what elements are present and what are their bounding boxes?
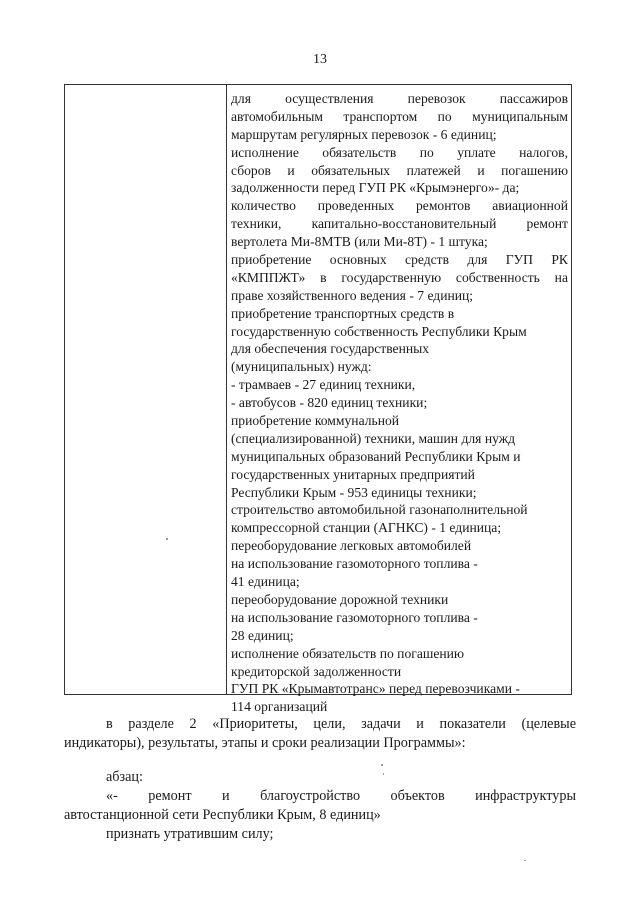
cell-line: маршрутам регулярных перевозок - 6 единиц; — [231, 126, 497, 142]
cell-line: приобретение основных средств для ГУП РК — [231, 252, 568, 268]
program-table — [64, 84, 572, 715]
cell-line: техники, капитально-восстановительный ремонт — [231, 216, 568, 232]
cell-line: на использование газомоторного топлива - — [231, 556, 478, 572]
cell-line: - автобусов - 820 единиц техники; — [231, 395, 428, 411]
cell-line: количество проведенных ремонтов авиационной — [231, 198, 568, 214]
cell-line: исполнение обязательств по погашению — [231, 645, 465, 661]
scan-speck — [166, 538, 168, 540]
cell-line: строительство автомобильной газонаполнительной — [231, 502, 528, 518]
cell-line: 114 организаций — [231, 699, 328, 715]
section-2-paragraph — [64, 715, 576, 753]
cell-line: автомобильным транспортом по муниципальным — [231, 108, 568, 124]
cell-line: 28 единиц; — [231, 627, 294, 643]
table-right-cell — [231, 90, 568, 716]
scan-speck — [383, 773, 384, 775]
scan-speck — [524, 860, 526, 861]
cell-line: вертолета Ми-8МТВ (или Ми-8Т) - 1 штука; — [231, 234, 488, 250]
paragraph-line: в разделе 2 «Приоритеты, цели, задачи и показатели (целевые — [106, 716, 576, 732]
cell-line: муниципальных образований Республики Крым и — [231, 448, 521, 464]
cell-line: Республики Крым - 953 единицы техники; — [231, 484, 477, 500]
paragraph-line: индикаторы), результаты, этапы и сроки реализации Программы»: — [64, 735, 466, 751]
table-column-divider — [226, 85, 227, 694]
cell-line: (муниципальных) нужд: — [231, 359, 372, 375]
cell-line: для осуществления перевозок пассажиров — [231, 91, 568, 106]
cell-line: компрессорной станции (АГНКС) - 1 единица; — [231, 520, 502, 536]
cell-line: государственную собственность Республики Крым — [231, 323, 527, 339]
cell-line: задолженности перед ГУП РК «Крымэнерго»- да; — [231, 180, 520, 196]
cell-line: исполнение обязательств по уплате налогов, — [231, 144, 568, 160]
cell-line: сборов и обязательных платежей и погашению — [231, 162, 568, 178]
cell-line: - трамваев - 27 единиц техники, — [231, 377, 416, 393]
paragraph-line: абзац: — [106, 769, 143, 785]
cell-line: для обеспечения государственных — [231, 341, 430, 357]
cell-line: кредиторской задолженности — [231, 663, 402, 679]
paragraph-line: автостанционной сети Республики Крым, 8 единиц» — [64, 807, 381, 823]
paragraph-line: признать утратившим силу; — [106, 826, 274, 842]
cell-line: приобретение транспортных средств в — [231, 305, 455, 321]
cell-line: праве хозяйственного ведения - 7 единиц; — [231, 287, 474, 303]
cell-line: переоборудование дорожной техники — [231, 591, 449, 607]
cell-line: переоборудование легковых автомобилей — [231, 538, 472, 554]
cell-line: государственных унитарных предприятий — [231, 466, 475, 482]
cell-line: приобретение коммунальной — [231, 413, 400, 429]
page-number: 13 — [313, 52, 327, 67]
cell-line: на использование газомоторного топлива - — [231, 609, 478, 625]
quoted-paragraph — [64, 787, 576, 844]
paragraph-line: «- ремонт и благоустройство объектов инфраструктуры — [106, 788, 576, 804]
cell-line: «КМППЖТ» в государственную собственность на — [231, 269, 568, 285]
cell-line: 41 единица; — [231, 574, 300, 590]
cell-line: ГУП РК «Крымавтотранс» перед перевозчиками - — [231, 681, 520, 697]
abzac-paragraph — [64, 768, 576, 787]
scan-speck — [381, 764, 383, 766]
cell-line: (специализированной) техники, машин для нужд — [231, 430, 516, 446]
